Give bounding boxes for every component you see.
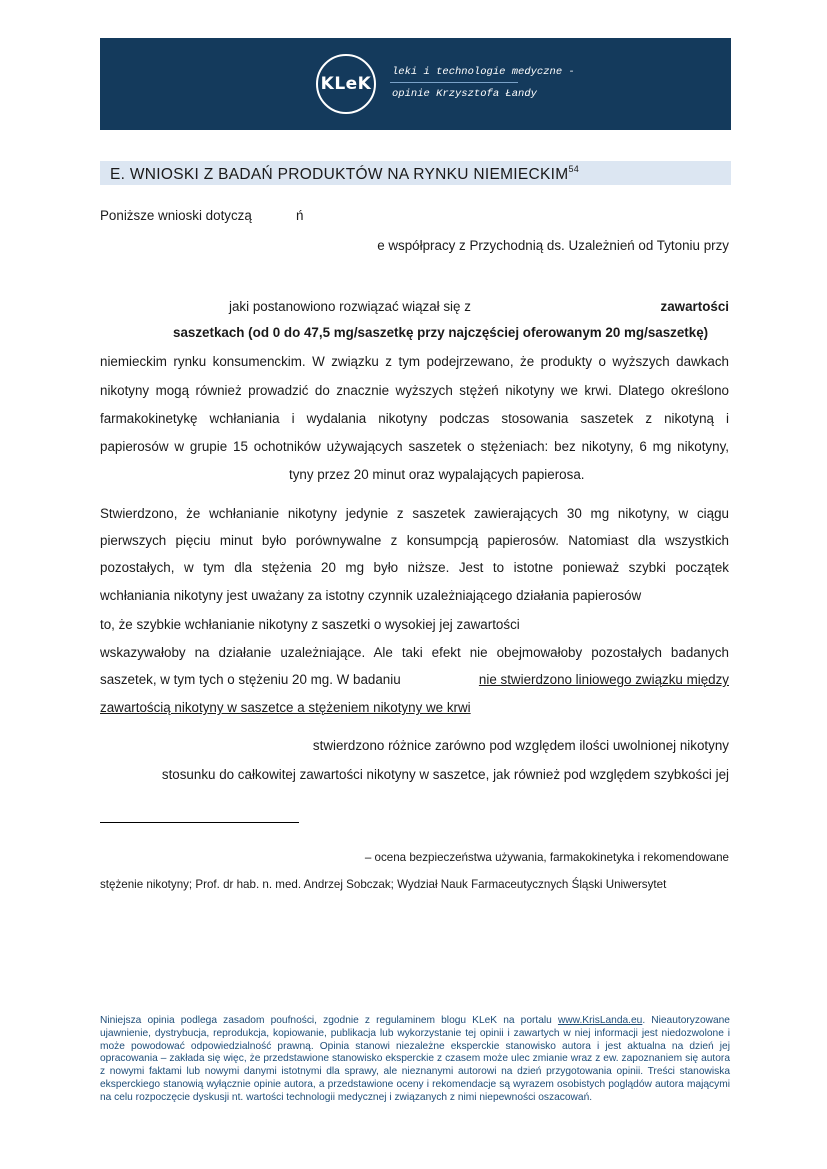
logo-tagline-2: opinie Krzysztofa Łandy (392, 88, 537, 100)
disclaimer-text: Niniejsza opinia podlega zasadom poufności, zgodnie z regulaminem blogu KLeK na portalu (100, 1015, 552, 1026)
body-line: stwierdzono różnice zarówno pod względem ilości uwolnionej nikotyny (312, 738, 729, 753)
body-line: nikotyny mogą również prowadzić do znacznie wyższych stężeń nikotyny we krwi. Dlatego określono (100, 383, 729, 398)
body-line: tyny przez 20 minut oraz wypalających papierosa. (289, 467, 585, 482)
portal-link[interactable]: www.KrisLanda.eu (557, 1015, 643, 1026)
footnote-separator (100, 822, 299, 823)
header-banner (100, 38, 731, 130)
body-line: saszetek, w tym tych o stężeniu 20 mg. W badaniu (100, 672, 401, 687)
body-line: farmakokinetykę wchłaniania i wydalania nikotyny podczas stosowania saszetek z nikotyną i (100, 411, 729, 426)
body-line-underlined: zawartością nikotyny w saszetce a stężeniem nikotyny we krwi (100, 700, 471, 715)
footnote-line: – ocena bezpieczeństwa używania, farmakokinetyka i rekomendowane (364, 851, 729, 864)
body-line: Poniższe wnioski dotyczą (100, 208, 252, 223)
body-line: stosunku do całkowitej zawartości nikotyny w saszetce, jak również pod względem szybkości jej (161, 767, 729, 782)
body-line: e współpracy z Przychodnią ds. Uzależnień od Tytoniu przy (377, 238, 729, 253)
body-line: pozostałych, w tym dla stężenia 20 mg było niższe. Jest to istotne ponieważ szybki początek (100, 560, 729, 575)
disclaimer (100, 1015, 730, 1105)
body-line-bold: saszetkach (od 0 do 47,5 mg/saszetkę przy najczęściej oferowanym 20 mg/saszetkę) (173, 325, 709, 340)
body-line: wchłaniania nikotyny jest uważany za istotny czynnik uzależniającego działania papierosów (100, 588, 642, 603)
section-title-text: E. WNIOSKI Z BADAŃ PRODUKTÓW NA RYNKU NIEMIECKIM (110, 166, 569, 183)
disclaimer-text: . Nieautoryzowane ujawnienie, dystrybucja, reprodukcja, kopiowanie, publikacja lub wykorzystanie tej opinii i zawartych w niej informacji jest niedozwolone i może powodować odpowiedzialność prawną. Opinia stanowi niezależne eksperckie stanowisko autora i jest aktualna na dzień jej opracowania – zakłada się więc, że przedstawione stanowisko eksperckie z czasem może ulec zmianie wraz z ew. zapoznaniem się autora z nowymi faktami lub nowymi danymi istotnymi dla sprawy, ale nieznanymi autorowi na dzień przygotowania opinii. Treści stanowiska eksperckiego stanowią wyłącznie opinie autora, a przedstawione oceny i rekomendacje są wyrazem osobistych poglądów autora mającymi na celu rozpoczęcie dyskusji nt. wartości technologii medycznej i związanych z nimi niepewności oszacowań. (100, 1015, 730, 1103)
body-line: ń (296, 208, 304, 223)
body-line-bold: zawartości (660, 299, 729, 314)
body-line: to, że szybkie wchłanianie nikotyny z saszetki o wysokiej jej zawartości (100, 617, 520, 632)
body-line: papierosów w grupie 15 ochotników używających saszetek o stężeniach: bez nikotyny, 6 mg nikotyny, (100, 439, 729, 454)
body-line: pierwszych pięciu minut było porównywalne z konsumpcją papierosów. Natomiast dla wszystkich (100, 533, 729, 548)
body-line: Stwierdzono, że wchłanianie nikotyny jedynie z saszetek zawierających 30 mg nikotyny, w ciągu (100, 506, 729, 521)
body-line: jaki postanowiono rozwiązać wiązał się z (229, 299, 471, 314)
body-line: niemieckim rynku konsumenckim. W związku z tym podejrzewano, że produkty o wyższych dawkach (100, 354, 729, 369)
footnote-reference: 54 (568, 164, 580, 174)
footnote-line: stężenie nikotyny; Prof. dr hab. n. med. Andrzej Sobczak; Wydział Nauk Farmaceutycznych Śląski Uniwersytet (100, 878, 667, 891)
logo-divider (390, 82, 518, 83)
logo-tagline-1: leki i technologie medyczne - (392, 66, 575, 78)
body-line: wskazywałoby na działanie uzależniające. Ale taki efekt nie obejmowałoby pozostałych badanych (100, 645, 729, 660)
body-line-underlined: nie stwierdzono liniowego związku między (478, 672, 729, 687)
section-title (110, 164, 579, 184)
section-heading-bar (100, 161, 731, 185)
logo-mark: KLeK (316, 54, 376, 114)
